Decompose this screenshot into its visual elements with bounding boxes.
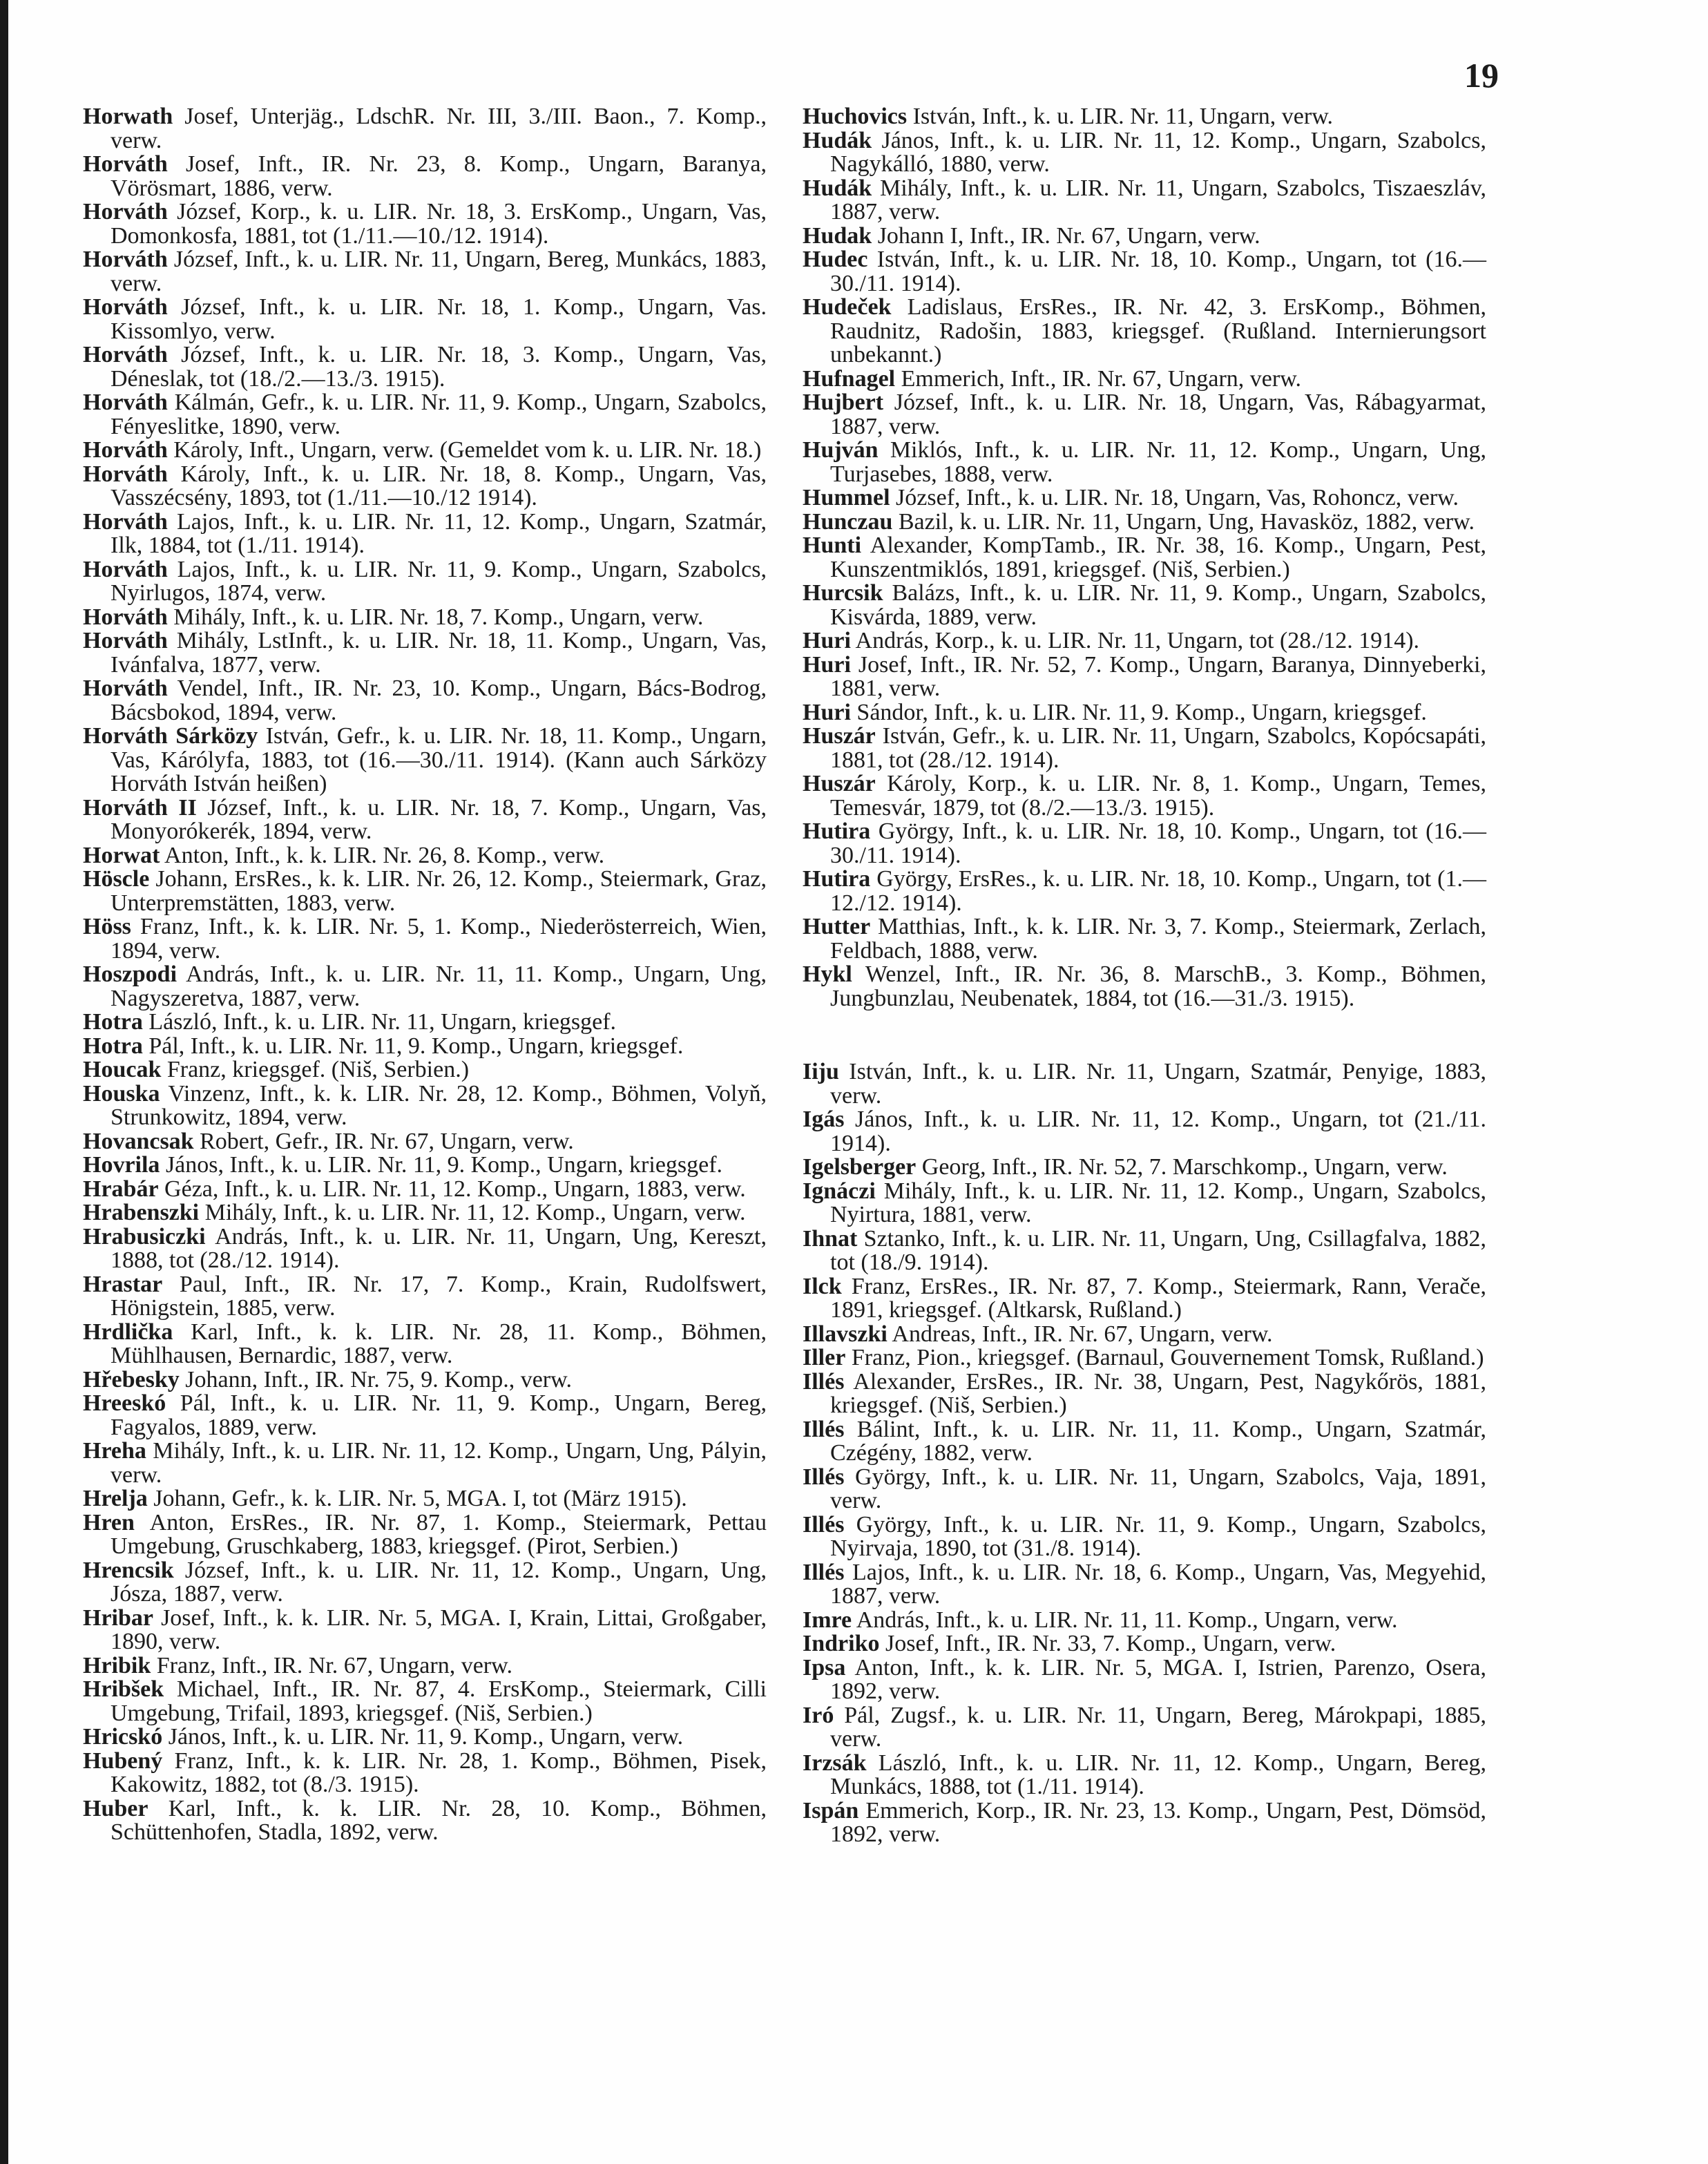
list-entry bbox=[803, 1752, 1486, 1799]
entry-details: Géza, Inft., k. u. LIR. Nr. 11, 12. Komp., Ungarn, 1883, verw. bbox=[158, 1176, 746, 1202]
entry-details: Bazil, k. u. LIR. Nr. 11, Ungarn, Ung, Havasköz, 1882, verw. bbox=[892, 508, 1475, 535]
list-entry bbox=[803, 177, 1486, 224]
entry-details: Josef, Inft., IR. Nr. 52, 7. Komp., Ungarn, Baranya, Dinnyeberki, 1881, verw. bbox=[830, 651, 1486, 701]
entry-surname: Hujbert bbox=[803, 390, 884, 415]
list-entry bbox=[803, 1060, 1486, 1108]
entry-surname: Horváth II bbox=[83, 794, 197, 821]
entry-details: Lajos, Inft., k. u. LIR. Nr. 11, 9. Komp., Ungarn, Szabolcs, Nyirlugos, 1874, verw. bbox=[111, 556, 767, 606]
entry-details: László, Inft., k. u. LIR. Nr. 11, 12. Komp., Ungarn, Bereg, Munkács, 1888, tot (1./11. 1914). bbox=[830, 1750, 1486, 1799]
entry-surname: Houcak bbox=[83, 1057, 162, 1082]
list-entry bbox=[803, 129, 1486, 177]
entry-surname: Hren bbox=[83, 1509, 135, 1535]
list-entry bbox=[803, 1466, 1486, 1513]
list-entry bbox=[83, 915, 767, 963]
entry-surname: Hribar bbox=[83, 1605, 153, 1631]
entry-surname: Hudák bbox=[803, 127, 872, 153]
entry-surname: Houska bbox=[83, 1080, 160, 1107]
list-entry bbox=[83, 558, 767, 606]
list-entry bbox=[803, 486, 1486, 510]
entry-details: József, Inft., k. u. LIR. Nr. 18, Ungarn, Vas, Rohoncz, verw. bbox=[890, 485, 1459, 510]
entry-details: Pál, Zugsf., k. u. LIR. Nr. 11, Ungarn, Bereg, Márokpapi, 1885, verw. bbox=[830, 1702, 1486, 1752]
entry-surname: Horváth bbox=[83, 390, 168, 415]
entry-surname: Hudák bbox=[803, 175, 872, 201]
entry-surname: Hovancsak bbox=[83, 1128, 194, 1154]
entry-surname: Hummel bbox=[803, 485, 890, 510]
entry-surname: Illés bbox=[803, 1416, 845, 1442]
entry-surname: Huri bbox=[803, 628, 851, 653]
entry-details: András, Korp., k. u. LIR. Nr. 11, Ungarn, tot (28./12. 1914). bbox=[850, 628, 1420, 653]
entry-details: István, Gefr., k. u. LIR. Nr. 18, 11. Komp., Ungarn, Vas, Kárólyfa, 1883, tot (16.—30./11. 1914). (Kann auch Sárközy Horváth István heißen) bbox=[111, 723, 767, 796]
list-entry bbox=[83, 629, 767, 677]
entry-details: Károly, Korp., k. u. LIR. Nr. 8, 1. Komp., Ungarn, Temes, Temesvár, 1879, tot (8./2.—13./3. 1915). bbox=[830, 771, 1486, 821]
list-entry bbox=[803, 1632, 1486, 1656]
entry-surname: Horváth bbox=[83, 151, 168, 177]
entry-surname: Hribik bbox=[83, 1652, 151, 1678]
list-entry bbox=[803, 439, 1486, 486]
list-entry bbox=[83, 439, 767, 463]
entry-details: János, Inft., k. u. LIR. Nr. 11, 12. Komp., Ungarn, tot (21./11. 1914). bbox=[830, 1107, 1486, 1156]
entry-details: József, Inft., k. u. LIR. Nr. 18, Ungarn, Vas, Rábagyarmat, 1887, verw. bbox=[830, 390, 1486, 439]
list-entry bbox=[83, 1678, 767, 1725]
entry-surname: Illés bbox=[803, 1559, 845, 1585]
entry-surname: Iller bbox=[803, 1345, 846, 1370]
entry-surname: Höscle bbox=[83, 866, 150, 892]
entry-surname: Huszár bbox=[803, 771, 876, 796]
entry-details: Alexander, ErsRes., IR. Nr. 38, Ungarn, Pest, Nagykőrös, 1881, kriegsgef. (Niš, Serbien.) bbox=[830, 1368, 1486, 1418]
list-entry bbox=[803, 963, 1486, 1011]
entry-surname: Hutter bbox=[803, 914, 871, 939]
entry-surname: Hotra bbox=[83, 1033, 143, 1059]
entry-surname: Hunti bbox=[803, 533, 862, 558]
entry-details: Josef, Unterjäg., LdschR. Nr. III, 3./III. Baon., 7. Komp., verw. bbox=[111, 104, 767, 153]
entry-surname: Horwath bbox=[83, 104, 173, 129]
entry-details: Mihály, Inft., k. u. LIR. Nr. 18, 7. Komp., Ungarn, verw. bbox=[167, 604, 704, 630]
entry-surname: Hovrila bbox=[83, 1152, 160, 1178]
list-entry bbox=[803, 391, 1486, 439]
entry-surname: Horváth bbox=[83, 247, 168, 272]
list-entry bbox=[803, 510, 1486, 535]
entry-details: Andreas, Inft., IR. Nr. 67, Ungarn, verw. bbox=[887, 1321, 1273, 1347]
entry-surname: Huszár bbox=[803, 723, 876, 749]
list-entry bbox=[803, 367, 1486, 392]
entry-details: István, Inft., k. u. LIR. Nr. 11, Ungarn, verw. bbox=[907, 104, 1334, 129]
entry-surname: Horváth bbox=[83, 461, 168, 487]
entry-surname: Hrencsik bbox=[83, 1557, 174, 1583]
list-entry bbox=[83, 510, 767, 558]
list-entry bbox=[803, 1656, 1486, 1704]
entry-details: János, Inft., k. u. LIR. Nr. 11, 9. Komp., Ungarn, kriegsgef. bbox=[160, 1152, 723, 1178]
list-entry bbox=[803, 701, 1486, 725]
entry-details: József, Korp., k. u. LIR. Nr. 18, 3. ErsKomp., Ungarn, Vas, Domonkosfa, 1881, tot (1./11.—10./12. 1914). bbox=[111, 199, 767, 249]
entry-details: Anton, Inft., k. k. LIR. Nr. 26, 8. Komp., verw. bbox=[160, 842, 605, 868]
entry-details: Anton, ErsRes., IR. Nr. 87, 1. Komp., Steiermark, Pettau Umgebung, Gruschkaberg, 1883, kriegsgef. (Pirot, Serbien.) bbox=[111, 1509, 767, 1559]
entry-surname: Hoszpodi bbox=[83, 961, 177, 987]
entry-details: József, Inft., k. u. LIR. Nr. 18, 1. Komp., Ungarn, Vas. Kissomlyo, verw. bbox=[111, 294, 767, 344]
list-entry bbox=[83, 343, 767, 391]
entry-surname: Igás bbox=[803, 1107, 845, 1132]
entry-surname: Ihnat bbox=[803, 1225, 858, 1252]
list-entry bbox=[803, 868, 1486, 915]
entry-surname: Horváth bbox=[83, 556, 168, 582]
entry-details: Franz, Inft., k. k. LIR. Nr. 5, 1. Komp., Niederösterreich, Wien, 1894, verw. bbox=[111, 914, 767, 964]
list-entry bbox=[83, 1201, 767, 1225]
entry-details: András, Inft., k. u. LIR. Nr. 11, 11. Komp., Ungarn, verw. bbox=[852, 1607, 1398, 1633]
page-number: 19 bbox=[1464, 56, 1499, 95]
entry-surname: Hricskó bbox=[83, 1724, 163, 1750]
entry-surname: Imre bbox=[803, 1607, 852, 1633]
list-entry bbox=[803, 248, 1486, 296]
entry-details: Georg, Inft., IR. Nr. 52, 7. Marschkomp., Ungarn, verw. bbox=[916, 1154, 1448, 1180]
entry-surname: Hotra bbox=[83, 1009, 143, 1035]
entry-details: Johann, Inft., IR. Nr. 75, 9. Komp., verw. bbox=[179, 1366, 572, 1392]
entry-surname: Horwat bbox=[83, 842, 160, 868]
entry-surname: Hutira bbox=[803, 866, 871, 892]
entry-surname: Hujván bbox=[803, 437, 879, 463]
list-entry bbox=[83, 296, 767, 343]
list-entry bbox=[83, 963, 767, 1011]
entry-surname: Hudak bbox=[803, 222, 872, 249]
entry-details: Johann, ErsRes., k. k. LIR. Nr. 26, 12. Komp., Steiermark, Graz, Unterpremstätten, 1883, verw. bbox=[111, 866, 767, 916]
entry-details: Lajos, Inft., k. u. LIR. Nr. 11, 12. Komp., Ungarn, Szatmár, Ilk, 1884, tot (1./11. 1914). bbox=[111, 508, 767, 558]
entry-details: Alexander, KompTamb., IR. Nr. 38, 16. Komp., Ungarn, Pest, Kunszentmiklós, 1891, kriegsgef. (Niš, Serbien.) bbox=[830, 533, 1486, 582]
section-gap bbox=[803, 1011, 1486, 1060]
list-entry bbox=[803, 1180, 1486, 1227]
entry-details: József, Inft., k. u. LIR. Nr. 11, Ungarn, Bereg, Munkács, 1883, verw. bbox=[111, 247, 767, 296]
entry-surname: Horváth bbox=[83, 508, 168, 535]
list-entry bbox=[803, 534, 1486, 582]
list-entry bbox=[83, 105, 767, 153]
list-entry bbox=[803, 1799, 1486, 1847]
entry-surname: Hreeskó bbox=[83, 1390, 166, 1416]
entry-details: Josef, Inft., k. k. LIR. Nr. 5, MGA. I, Krain, Littai, Großgaber, 1890, verw. bbox=[111, 1605, 767, 1654]
entry-details: Franz, Pion., kriegsgef. (Barnaul, Gouvernement Tomsk, Rußland.) bbox=[845, 1345, 1484, 1370]
entry-details: László, Inft., k. u. LIR. Nr. 11, Ungarn, kriegsgef. bbox=[142, 1009, 617, 1035]
entry-surname: Horváth bbox=[83, 676, 168, 701]
entry-details: Wenzel, Inft., IR. Nr. 36, 8. MarschB., 3. Komp., Böhmen, Jungbunzlau, Neubenatek, 1884, tot (16.—31./3. 1915). bbox=[830, 961, 1486, 1011]
entry-details: János, Inft., k. u. LIR. Nr. 11, 9. Komp., Ungarn, verw. bbox=[162, 1724, 684, 1750]
list-entry bbox=[83, 1273, 767, 1321]
entry-surname: Hrabár bbox=[83, 1176, 159, 1202]
entry-surname: Hrabenszki bbox=[83, 1200, 200, 1225]
entry-details: Johann I, Inft., IR. Nr. 67, Ungarn, verw. bbox=[872, 222, 1260, 249]
entry-details: Ladislaus, ErsRes., IR. Nr. 42, 3. ErsKomp., Böhmen, Raudnitz, Radošin, 1883, kriegsgef. (Rußland. Internierungsort unbekannt.) bbox=[830, 294, 1486, 367]
entry-details: Robert, Gefr., IR. Nr. 67, Ungarn, verw. bbox=[193, 1128, 574, 1154]
entry-surname: Höss bbox=[83, 914, 131, 939]
entry-surname: Igelsberger bbox=[803, 1154, 917, 1180]
entry-details: József, Inft., k. u. LIR. Nr. 11, 12. Komp., Ungarn, Ung, Jósza, 1887, verw. bbox=[111, 1557, 767, 1607]
list-entry bbox=[83, 796, 767, 844]
entry-surname: Hutira bbox=[803, 818, 871, 844]
entry-surname: Illavszki bbox=[803, 1321, 887, 1347]
entry-surname: Hudec bbox=[803, 247, 868, 272]
list-entry bbox=[803, 1609, 1486, 1633]
entry-details: István, Inft., k. u. LIR. Nr. 18, 10. Komp., Ungarn, tot (16.—30./11. 1914). bbox=[830, 247, 1486, 296]
entry-surname: Horváth bbox=[83, 437, 168, 463]
list-entry bbox=[83, 606, 767, 630]
entry-details: György, Inft., k. u. LIR. Nr. 11, Ungarn, Szabolcs, Vaja, 1891, verw. bbox=[830, 1464, 1486, 1513]
entry-details: Franz, kriegsgef. (Niš, Serbien.) bbox=[161, 1057, 470, 1082]
entry-surname: Huri bbox=[803, 651, 851, 678]
list-entry bbox=[803, 1323, 1486, 1347]
list-entry bbox=[803, 582, 1486, 629]
entry-surname: Illés bbox=[803, 1464, 845, 1490]
list-entry bbox=[83, 1082, 767, 1130]
entry-details: Mihály, Inft., k. u. LIR. Nr. 11, 12. Komp., Ungarn, verw. bbox=[199, 1200, 746, 1225]
list-entry bbox=[83, 1439, 767, 1487]
entry-details: János, Inft., k. u. LIR. Nr. 11, 12. Komp., Ungarn, Szabolcs, Nagykálló, 1880, verw. bbox=[830, 127, 1486, 177]
list-entry bbox=[803, 1108, 1486, 1156]
entry-details: Pál, Inft., k. u. LIR. Nr. 11, 9. Komp., Ungarn, Bereg, Fagyalos, 1889, verw. bbox=[111, 1390, 767, 1440]
entry-surname: Iró bbox=[803, 1702, 834, 1728]
entry-surname: Hufnagel bbox=[803, 365, 896, 392]
entry-details: Kálmán, Gefr., k. u. LIR. Nr. 11, 9. Komp., Ungarn, Szabolcs, Fényeslitke, 1890, verw. bbox=[111, 390, 767, 439]
entry-details: Pál, Inft., k. u. LIR. Nr. 11, 9. Komp., Ungarn, kriegsgef. bbox=[142, 1033, 684, 1059]
entry-details: Franz, Inft., k. k. LIR. Nr. 28, 1. Komp., Böhmen, Pisek, Kakowitz, 1882, tot (8./3. 1915). bbox=[111, 1748, 767, 1797]
entry-surname: Ipsa bbox=[803, 1654, 846, 1681]
entry-details: Matthias, Inft., k. k. LIR. Nr. 3, 7. Komp., Steiermark, Zerlach, Feldbach, 1888, verw. bbox=[830, 914, 1486, 964]
entry-surname: Ilck bbox=[803, 1273, 842, 1299]
list-entry bbox=[803, 629, 1486, 653]
entry-surname: Hribšek bbox=[83, 1676, 164, 1702]
list-entry bbox=[803, 1346, 1486, 1370]
entry-details: István, Gefr., k. u. LIR. Nr. 11, Ungarn, Szabolcs, Kopócsapáti, 1881, tot (28./12. 1914). bbox=[830, 723, 1486, 773]
list-entry bbox=[83, 1750, 767, 1797]
entry-details: Josef, Inft., IR. Nr. 33, 7. Komp., Ungarn, verw. bbox=[879, 1631, 1336, 1656]
entry-surname: Huber bbox=[83, 1795, 148, 1821]
list-entry bbox=[83, 1035, 767, 1059]
entry-details: András, Inft., k. u. LIR. Nr. 11, Ungarn, Ung, Kereszt, 1888, tot (28./12. 1914). bbox=[111, 1223, 767, 1273]
entry-surname: Hudeček bbox=[803, 294, 892, 320]
entry-surname: Huchovics bbox=[803, 104, 908, 129]
list-entry bbox=[83, 1725, 767, 1750]
entry-surname: Hykl bbox=[803, 961, 852, 987]
entry-details: György, Inft., k. u. LIR. Nr. 18, 10. Komp., Ungarn, tot (16.—30./11. 1914). bbox=[830, 818, 1486, 868]
list-entry bbox=[83, 1058, 767, 1082]
entry-details: Franz, Inft., IR. Nr. 67, Ungarn, verw. bbox=[151, 1652, 512, 1678]
list-entry bbox=[83, 1225, 767, 1273]
entry-details: András, Inft., k. u. LIR. Nr. 11, 11. Komp., Ungarn, Ung, Nagyszeretva, 1887, verw. bbox=[111, 961, 767, 1011]
entry-surname: Ignáczi bbox=[803, 1178, 876, 1204]
entry-surname: Horváth bbox=[83, 199, 168, 224]
entry-surname: Horváth bbox=[83, 628, 168, 653]
list-entry bbox=[803, 772, 1486, 820]
left-column bbox=[83, 105, 767, 1845]
list-entry bbox=[83, 868, 767, 915]
entry-surname: Hrelja bbox=[83, 1486, 148, 1511]
list-entry bbox=[803, 296, 1486, 367]
entry-surname: Ispán bbox=[803, 1797, 859, 1823]
entry-surname: Hrdlička bbox=[83, 1319, 173, 1345]
entry-details: Mihály, Inft., k. u. LIR. Nr. 11, 12. Komp., Ungarn, Ung, Pályin, verw. bbox=[111, 1438, 767, 1488]
entry-details: József, Inft., k. u. LIR. Nr. 18, 7. Komp., Ungarn, Vas, Monyorókerék, 1894, verw. bbox=[111, 794, 767, 844]
list-entry bbox=[83, 1654, 767, 1678]
list-entry bbox=[83, 153, 767, 200]
list-entry bbox=[803, 224, 1486, 249]
list-entry bbox=[83, 1487, 767, 1511]
entry-details: Karl, Inft., k. k. LIR. Nr. 28, 11. Komp., Böhmen, Mühlhausen, Bernardic, 1887, verw. bbox=[111, 1319, 767, 1368]
list-entry bbox=[83, 463, 767, 510]
entry-details: Emmerich, Inft., IR. Nr. 67, Ungarn, verw. bbox=[895, 365, 1302, 392]
entry-surname: Horváth Sárközy bbox=[83, 723, 258, 749]
entry-surname: Hrabusiczki bbox=[83, 1223, 206, 1249]
list-entry bbox=[803, 915, 1486, 963]
entry-details: Sztanko, Inft., k. u. LIR. Nr. 11, Ungarn, Ung, Csillagfalva, 1882, tot (18./9. 1914). bbox=[830, 1225, 1486, 1275]
list-entry bbox=[83, 1321, 767, 1368]
list-entry bbox=[83, 1178, 767, 1202]
entry-details: György, Inft., k. u. LIR. Nr. 11, 9. Komp., Ungarn, Szabolcs, Nyirvaja, 1890, tot (31./8. 1914). bbox=[830, 1511, 1486, 1561]
list-entry bbox=[803, 1275, 1486, 1323]
entry-details: Josef, Inft., IR. Nr. 23, 8. Komp., Ungarn, Baranya, Vörösmart, 1886, verw. bbox=[111, 151, 767, 201]
list-entry bbox=[83, 1011, 767, 1035]
list-entry bbox=[83, 1797, 767, 1845]
entry-details: György, ErsRes., k. u. LIR. Nr. 18, 10. Komp., Ungarn, tot (1.—12./12. 1914). bbox=[830, 866, 1486, 916]
entry-surname: Hunczau bbox=[803, 508, 893, 535]
entry-details: Mihály, Inft., k. u. LIR. Nr. 11, 12. Komp., Ungarn, Szabolcs, Nyirtura, 1881, verw. bbox=[830, 1178, 1486, 1227]
list-entry bbox=[83, 725, 767, 796]
list-entry bbox=[83, 677, 767, 725]
list-entry bbox=[83, 1511, 767, 1559]
list-entry bbox=[83, 1392, 767, 1439]
entry-details: Bálint, Inft., k. u. LIR. Nr. 11, 11. Komp., Ungarn, Szatmár, Czégény, 1882, verw. bbox=[830, 1416, 1486, 1466]
entry-details: Michael, Inft., IR. Nr. 87, 4. ErsKomp., Steiermark, Cilli Umgebung, Trifail, 1893, kriegsgef. (Niš, Serbien.) bbox=[111, 1676, 767, 1726]
list-entry bbox=[83, 248, 767, 296]
entry-details: Balázs, Inft., k. u. LIR. Nr. 11, 9. Komp., Ungarn, Szabolcs, Kisvárda, 1889, verw. bbox=[830, 580, 1486, 630]
entry-surname: Hurcsik bbox=[803, 580, 883, 606]
entry-surname: Huri bbox=[803, 699, 851, 725]
entry-surname: Hrastar bbox=[83, 1271, 163, 1297]
list-entry bbox=[803, 1513, 1486, 1561]
list-entry bbox=[83, 1607, 767, 1654]
list-entry bbox=[803, 1156, 1486, 1180]
list-entry bbox=[803, 725, 1486, 772]
entry-details: Károly, Inft., k. u. LIR. Nr. 18, 8. Komp., Ungarn, Vas, Vasszécsény, 1893, tot (1./11.—10./12 1914). bbox=[111, 461, 767, 510]
entry-details: Sándor, Inft., k. u. LIR. Nr. 11, 9. Komp., Ungarn, kriegsgef. bbox=[850, 699, 1427, 725]
entry-surname: Hubený bbox=[83, 1748, 163, 1774]
entry-details: Franz, ErsRes., IR. Nr. 87, 7. Komp., Steiermark, Rann, Verače, 1891, kriegsgef. (Altkarsk, Rußland.) bbox=[830, 1273, 1486, 1323]
list-entry bbox=[83, 1130, 767, 1154]
entry-surname: Indriko bbox=[803, 1631, 880, 1656]
entry-details: Paul, Inft., IR. Nr. 17, 7. Komp., Krain, Rudolfswert, Hönigstein, 1885, verw. bbox=[111, 1271, 767, 1321]
entry-details: Mihály, Inft., k. u. LIR. Nr. 11, Ungarn, Szabolcs, Tiszaeszláv, 1887, verw. bbox=[830, 175, 1486, 224]
list-entry bbox=[83, 1153, 767, 1178]
entry-details: József, Inft., k. u. LIR. Nr. 18, 3. Komp., Ungarn, Vas, Déneslak, tot (18./2.—13./3. 1915). bbox=[111, 342, 767, 392]
entry-surname: Iiju bbox=[803, 1059, 839, 1084]
entry-surname: Illés bbox=[803, 1511, 845, 1538]
list-entry bbox=[83, 1559, 767, 1607]
entry-surname: Horváth bbox=[83, 294, 168, 320]
list-entry bbox=[803, 1561, 1486, 1609]
entry-details: Anton, Inft., k. k. LIR. Nr. 5, MGA. I, Istrien, Parenzo, Osera, 1892, verw. bbox=[830, 1654, 1486, 1704]
entry-surname: Irzsák bbox=[803, 1750, 867, 1776]
list-entry bbox=[83, 844, 767, 868]
entry-surname: Horváth bbox=[83, 604, 168, 630]
list-entry bbox=[803, 1370, 1486, 1418]
entry-details: István, Inft., k. u. LIR. Nr. 11, Ungarn, Szatmár, Penyige, 1883, verw. bbox=[830, 1059, 1486, 1109]
list-entry bbox=[83, 391, 767, 439]
list-entry bbox=[803, 1418, 1486, 1466]
entry-details: Mihály, LstInft., k. u. LIR. Nr. 18, 11. Komp., Ungarn, Vas, Ivánfalva, 1877, verw. bbox=[111, 628, 767, 678]
entry-details: Lajos, Inft., k. u. LIR. Nr. 18, 6. Komp., Ungarn, Vas, Megyehid, 1887, verw. bbox=[830, 1559, 1486, 1609]
entry-surname: Horváth bbox=[83, 342, 168, 367]
list-entry bbox=[83, 1368, 767, 1392]
entry-details: Károly, Inft., Ungarn, verw. (Gemeldet vom k. u. LIR. Nr. 18.) bbox=[167, 437, 762, 463]
entry-surname: Hreha bbox=[83, 1438, 146, 1464]
entry-details: Vendel, Inft., IR. Nr. 23, 10. Komp., Ungarn, Bács-Bodrog, Bácsbokod, 1894, verw. bbox=[111, 676, 767, 725]
right-column bbox=[803, 105, 1486, 1847]
entry-details: Karl, Inft., k. k. LIR. Nr. 28, 10. Komp., Böhmen, Schüttenhofen, Stadla, 1892, verw. bbox=[111, 1795, 767, 1845]
entry-details: Vinzenz, Inft., k. k. LIR. Nr. 28, 12. Komp., Böhmen, Volyň, Strunkowitz, 1894, verw. bbox=[111, 1080, 767, 1130]
entry-details: Emmerich, Korp., IR. Nr. 23, 13. Komp., Ungarn, Pest, Dömsöd, 1892, verw. bbox=[830, 1797, 1486, 1847]
entry-surname: Illés bbox=[803, 1368, 845, 1395]
list-entry bbox=[803, 1704, 1486, 1752]
list-entry bbox=[803, 105, 1486, 129]
entry-surname: Hřebesky bbox=[83, 1366, 180, 1392]
list-entry bbox=[803, 653, 1486, 701]
list-entry bbox=[803, 820, 1486, 868]
entry-details: Johann, Gefr., k. k. LIR. Nr. 5, MGA. I, tot (März 1915). bbox=[147, 1486, 687, 1511]
list-entry bbox=[83, 200, 767, 248]
entry-details: Miklós, Inft., k. u. LIR. Nr. 11, 12. Komp., Ungarn, Ung, Turjasebes, 1888, verw. bbox=[830, 437, 1486, 487]
list-entry bbox=[803, 1227, 1486, 1275]
